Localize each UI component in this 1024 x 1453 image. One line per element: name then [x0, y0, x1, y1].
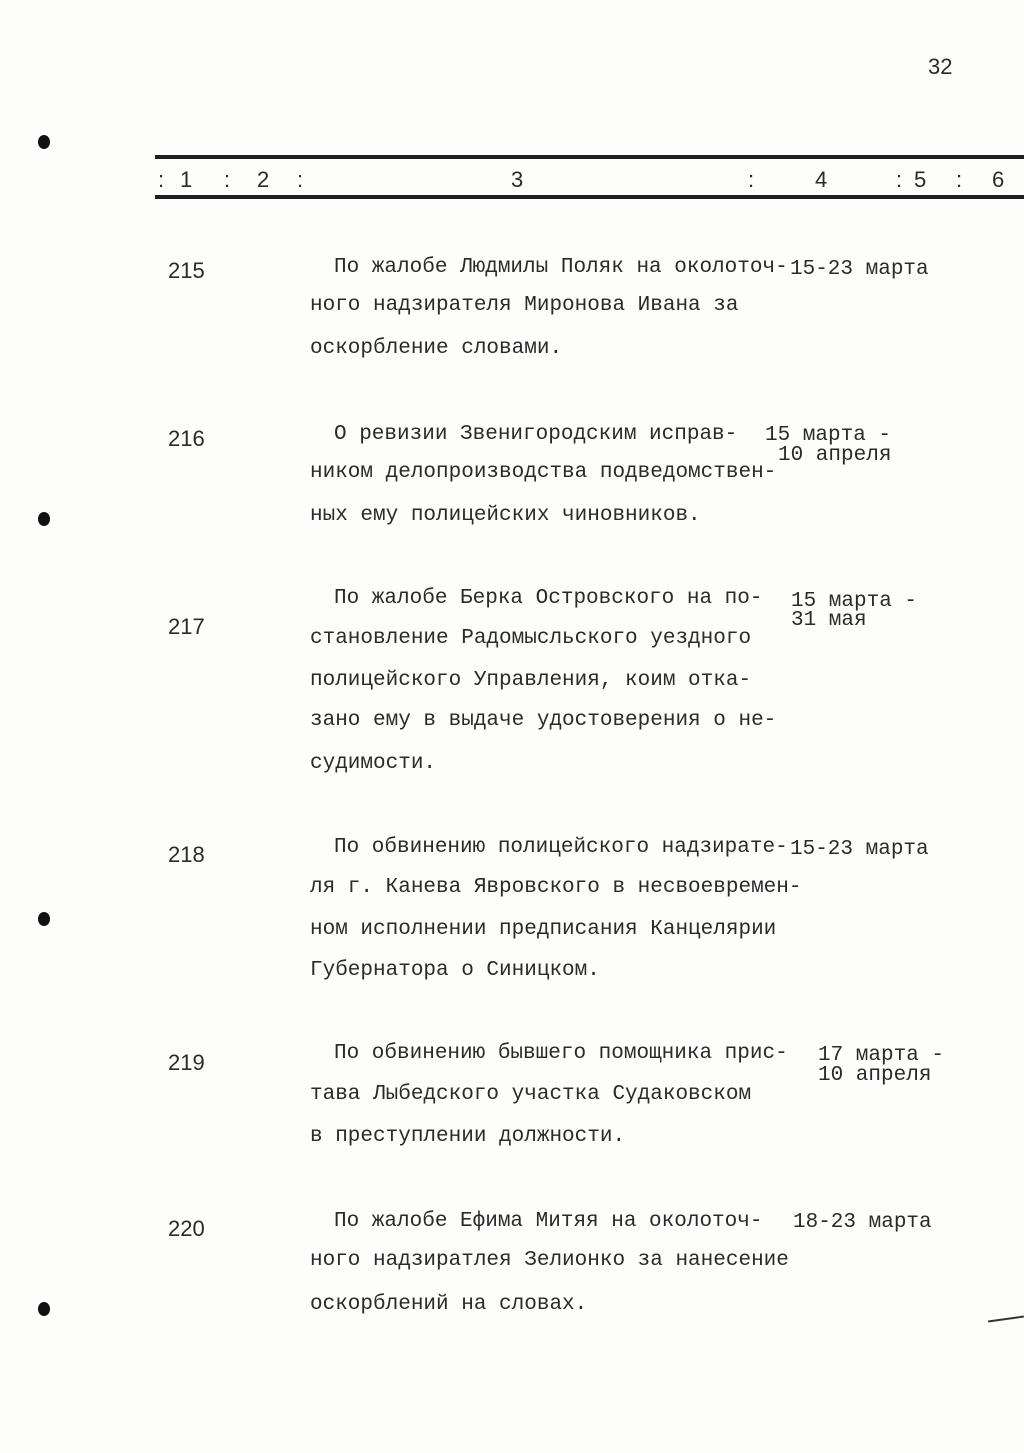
entry-text-line: По обвинению бывшего помощника прис-: [334, 1042, 788, 1065]
entry-text-line: ных ему полицейских чиновников.: [310, 504, 701, 527]
entry-number: 215: [168, 258, 205, 283]
col-2-label: 2: [257, 167, 270, 192]
entry-text-line: О ревизии Звенигородским исправ-: [334, 423, 738, 446]
entry-text-line: становление Радомысльского уездного: [310, 627, 752, 650]
entry-text-line: в преступлении должности.: [310, 1125, 626, 1148]
page-number: 32: [928, 54, 953, 79]
margin-pen-mark: [988, 1316, 1024, 1323]
entry-text-line: ного надзиратлея Зелионко за нанесение: [310, 1249, 789, 1272]
binder-hole: [38, 135, 50, 149]
col-separator: :: [297, 167, 304, 192]
header-bottom-rule: [155, 195, 1024, 199]
col-5-label: 5: [914, 167, 927, 192]
col-6-label: 6: [992, 167, 1005, 192]
entry-text-line: По жалобе Ефима Митяя на околоточ-: [334, 1210, 763, 1233]
entry-text-line: судимости.: [310, 752, 437, 775]
col-1-label: 1: [180, 167, 193, 192]
entry-text-line: ником делопроизводства подведомствен-: [310, 461, 777, 484]
col-4-label: 4: [815, 167, 828, 192]
entry-text-line: полицейского Управления, коим отка-: [310, 669, 752, 692]
binder-hole: [38, 912, 50, 926]
entry-text-line: ном исполнении предписания Канцелярии: [310, 918, 777, 941]
entry-date: 18-23 марта: [793, 1211, 932, 1234]
binder-hole: [38, 512, 50, 526]
entry-number: 220: [168, 1216, 205, 1241]
entry-number: 219: [168, 1050, 205, 1075]
entry-date-end: 10 апреля: [818, 1064, 932, 1087]
entry-date-start: 15 марта -: [765, 424, 892, 447]
entry-date-start: 15 марта -: [791, 590, 918, 613]
header-top-rule: [155, 155, 1024, 159]
entry-text-line: По жалобе Берка Островского на по-: [334, 587, 763, 610]
entry-date: 15-23 марта: [790, 258, 929, 281]
entry-text-line: ля г. Канева Явровского в несвоевремен-: [310, 876, 802, 899]
col-separator: :: [158, 167, 165, 192]
col-separator: :: [956, 167, 963, 192]
col-separator: :: [896, 167, 903, 192]
entry-date-end: 31 мая: [791, 609, 867, 632]
entry-date-start: 17 марта -: [818, 1044, 945, 1067]
entry-date-end: 10 апреля: [778, 444, 892, 467]
entry-text-line: оскорбление словами.: [310, 337, 563, 360]
col-3-label: 3: [511, 167, 524, 192]
entry-date: 15-23 марта: [790, 838, 929, 861]
col-separator: :: [224, 167, 231, 192]
entry-text-line: По жалобе Людмилы Поляк на околоточ-: [334, 256, 788, 279]
entry-text-line: ного надзирателя Миронова Ивана за: [310, 294, 739, 317]
binder-hole: [38, 1302, 50, 1316]
entry-number: 216: [168, 426, 205, 451]
entry-text-line: тава Лыбедского участка Судаковском: [310, 1083, 752, 1106]
entry-text-line: оскорблений на словах.: [310, 1293, 588, 1316]
entry-number: 217: [168, 614, 205, 639]
entry-text-line: Губернатора о Синицком.: [310, 959, 600, 982]
entry-text-line: По обвинению полицейского надзирате-: [334, 836, 788, 859]
entry-text-line: зано ему в выдаче удостоверения о не-: [310, 709, 777, 732]
col-separator: :: [748, 167, 755, 192]
entry-number: 218: [168, 842, 205, 867]
